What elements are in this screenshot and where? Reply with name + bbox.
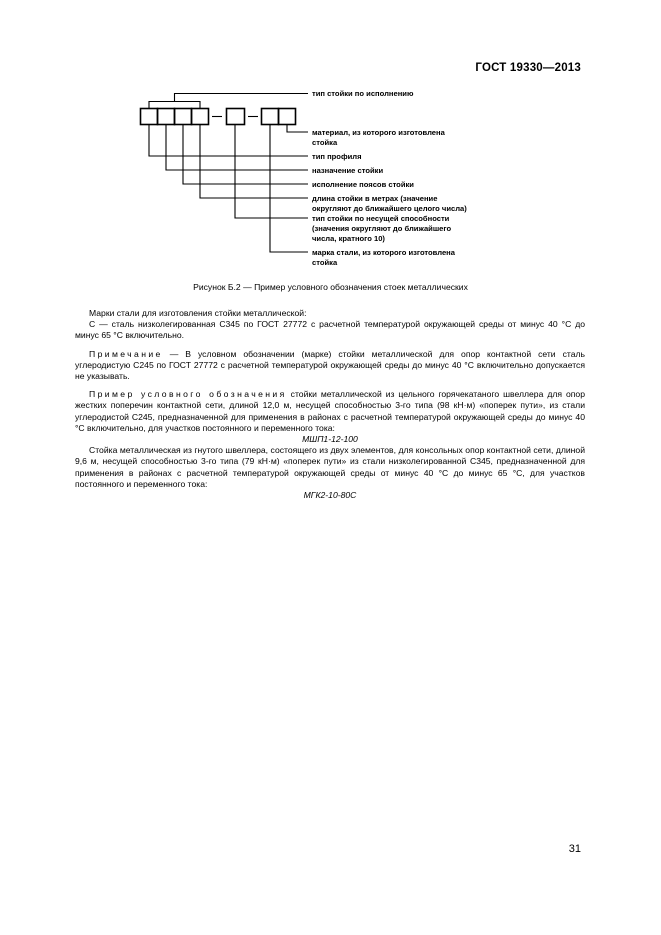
figure-caption: Рисунок Б.2 — Пример условного обозначения стоек металлических <box>193 282 468 292</box>
document-header: ГОСТ 19330—2013 <box>475 62 581 74</box>
example-1-text: стойки металлической из цельного горячекатаного швеллера для опор жестких поперечин контактной сети, длиной 12,0 м, несущей способностью 3-го типа (98 кН·м) «поперек пути», из стали углеродистой С245, предназначенной для применения в районах с расчетной температурой окружающей среды до минус 40 °С включительно, для участков постоянного и переменного тока: <box>75 389 585 433</box>
svg-text:тип стойки по исполнению <box>312 89 414 98</box>
body-text <box>75 308 585 501</box>
label-steel-grade: марка стали, из которого изготовлена <box>312 248 455 257</box>
box-2 <box>158 109 175 125</box>
example-1-code: МШП1-12-100 <box>302 434 358 445</box>
label-execution-type: тип стойки по исполнению <box>312 89 414 98</box>
leader-lines <box>149 94 308 253</box>
svg-text:исполнение поясов стойки <box>312 180 414 189</box>
example-paragraph-2: Стойка металлическая из гнутого швеллера, состоящего из двух элементов, для консольных опор контактной сети, длиной 9,6 м, несущей способностью 3-го типа (79 кН·м) «поперек пути» из стали низколегированной С345, предназначенной для применения в районах с расчетной температурой окружающей среды от минус 40 °С до минус 65 °С, для участков постоянного и переменного тока: <box>75 445 585 489</box>
note-paragraph <box>75 349 585 383</box>
box-4 <box>192 109 209 125</box>
box-3 <box>175 109 192 125</box>
label-profile-type: тип профиля <box>312 152 362 161</box>
label-material: материал, из которого изготовлена <box>312 128 445 137</box>
label-bearing-capacity: тип стойки по несущей способности <box>312 214 450 223</box>
label-purpose: назначение стойки <box>312 166 384 175</box>
box-1 <box>141 109 158 125</box>
svg-text:марка стали, из которого изгот: марка стали, из которого изготовлена стойка <box>312 248 455 267</box>
svg-text:длина стойки в метрах (значени: длина стойки в метрах (значение округляют до ближайшего целого числа) <box>312 194 467 213</box>
box-7 <box>279 109 296 125</box>
diagram-labels <box>312 89 467 267</box>
page-number: 31 <box>568 843 581 855</box>
note-label: Примечание <box>89 348 163 359</box>
example-label: Пример условного обозначения <box>89 389 287 400</box>
box-5 <box>227 109 245 125</box>
example-paragraph-1 <box>75 389 585 434</box>
paragraph-steel-grades-intro: Марки стали для изготовления стойки металлической: <box>89 308 307 318</box>
example-2-code: МГК2-10-80С <box>303 490 357 501</box>
label-length: длина стойки в метрах (значение <box>312 194 438 203</box>
svg-text:тип профиля <box>312 152 362 161</box>
paragraph-steel-grade-c: С — сталь низколегированная С345 по ГОСТ 27772 с расчетной температурой окружающей среды от минус 40 °С до минус 65 °С включительно. <box>75 319 585 341</box>
label-chord-execution: исполнение поясов стойки <box>312 180 414 189</box>
designation-diagram <box>0 0 661 300</box>
svg-text:материал, из которого изготовл: материал, из которого изготовлена стойка <box>312 128 445 147</box>
note-text: — В условном обозначении (марке) стойки металлической для опор контактной сети сталь углеродистую С245 по ГОСТ 27772 с расчетной температурой окружающей среды до минус 40 °С включительно допускается не указывать. <box>75 348 585 382</box>
box-6 <box>262 109 279 125</box>
svg-text:назначение стойки <box>312 166 383 175</box>
svg-text:тип стойки по несущей способно: тип стойки по несущей способности (значения округляют до ближайшего числа, кратного 10) <box>312 214 452 243</box>
